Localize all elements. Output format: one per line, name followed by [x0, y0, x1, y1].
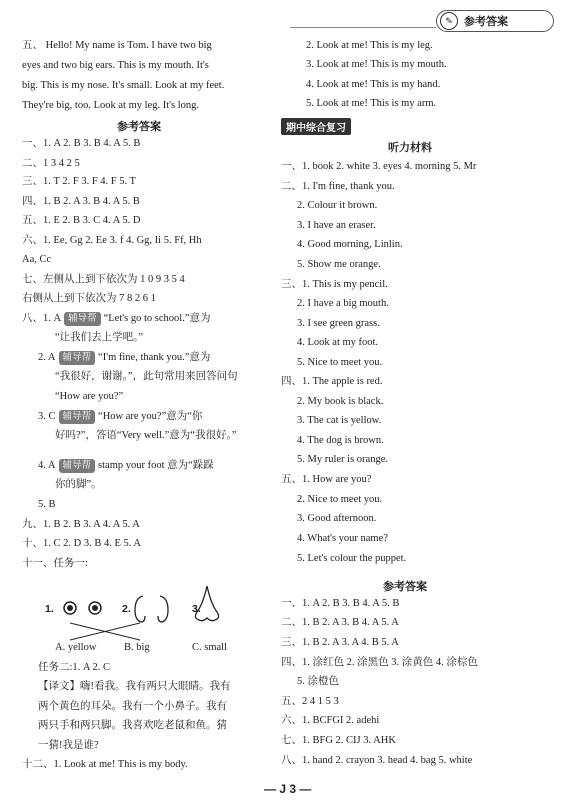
ba-text: “I'm fine, thank you.”意为: [98, 352, 211, 363]
answer-row: 四、1. 涂红色 2. 涂黑色 3. 涂黄色 4. 涂棕色: [281, 657, 478, 668]
match-option: B. big: [124, 642, 150, 653]
listening-line: 五、1. How are you?: [281, 474, 372, 485]
listening-line: 4. Good morning, Linlin.: [297, 239, 403, 250]
listening-line: 3. I see green grass.: [297, 318, 380, 329]
match-num: 3.: [192, 603, 201, 615]
listening-line: 5. My ruler is orange.: [297, 454, 388, 465]
header-rule: [290, 27, 436, 28]
translation-line: 一猜!我是谁?: [38, 740, 99, 751]
answer-row: 一、1. A 2. B 3. B 4. A 5. B: [281, 598, 400, 609]
listening-line: 2. Nice to meet you.: [297, 494, 383, 505]
ba-text: stamp your foot 意为“跺跺: [98, 460, 214, 471]
listening-line: 2. I have a big mouth.: [297, 298, 389, 309]
answer-row: 十一、任务一:: [22, 558, 88, 569]
sentence: 2. Look at me! This is my leg.: [306, 40, 433, 51]
listening-line: 二、1. I'm fine, thank you.: [281, 181, 395, 192]
ba-row: [38, 351, 210, 365]
ba-row: “让我们去上学吧。”: [55, 332, 144, 343]
listening-line: 5. Nice to meet you.: [297, 357, 383, 368]
ba-row: 好吗?”，答语“Very well.”意为“我很好。”: [55, 430, 237, 441]
translation-line: 两个黄色的耳朵。我有一个小鼻子。我有: [38, 701, 227, 712]
matching-diagram: [55, 578, 245, 648]
header-label: 参考答案: [464, 16, 508, 28]
listening-line: 5. Let's colour the puppet.: [297, 553, 407, 564]
answer-row: 八、1. hand 2. crayon 3. head 4. bag 5. white: [281, 755, 473, 766]
translation-line: 【译文】嗨!看我。我有两只大眼睛。我有: [38, 681, 231, 692]
listening-line: 3. Good afternoon.: [297, 513, 377, 524]
answers-title: 参考答案: [117, 121, 161, 133]
answer-row: 右侧从上到下依次为 7 8 2 6 1: [22, 293, 156, 304]
answer-row: 5. 涂橙色: [297, 676, 339, 687]
match-num: 2.: [122, 603, 131, 615]
passage-line: 五、 Hello! My name is Tom. I have two big: [22, 40, 212, 51]
listening-line: 2. Colour it brown.: [297, 200, 378, 211]
answer-row: 二、1 3 4 2 5: [22, 158, 80, 169]
page-number: — J 3 —: [264, 782, 312, 796]
listening-line: 三、1. This is my pencil.: [281, 279, 388, 290]
listening-line: 一、1. book 2. white 3. eyes 4. morning 5. Mr: [281, 161, 477, 172]
ba-text: “How are you?”意为“你: [98, 411, 203, 422]
answer-row: 九、1. B 2. B 3. A 4. A 5. A: [22, 519, 140, 530]
answer-row: 二、1. B 2. A 3. B 4. A 5. A: [281, 617, 399, 628]
tutor-tag: 辅导帮: [64, 312, 101, 326]
answer-row: 三、1. B 2. A 3. A 4. B 5. A: [281, 637, 399, 648]
ba-row: [38, 459, 214, 473]
tutor-tag: 辅导帮: [59, 459, 96, 473]
tutor-tag: 辅导帮: [59, 351, 96, 365]
answer-row: 十、1. C 2. D 3. B 4. E 5. A: [22, 538, 142, 549]
ba-row: “How are you?”: [55, 391, 124, 402]
listening-line: 3. I have an eraser.: [297, 220, 376, 231]
ears-icon: [135, 596, 168, 622]
match-option: C. small: [192, 642, 228, 653]
listening-title: 听力材料: [388, 142, 432, 154]
nose-icon: [195, 586, 218, 621]
section-label: 期中综合复习: [281, 118, 351, 135]
answer-row: 七、1. BFG 2. CIJ 3. AHK: [281, 735, 396, 746]
sentence: 5. Look at me! This is my arm.: [306, 98, 437, 109]
answer-row: 十二、1. Look at me! This is my body.: [22, 759, 188, 770]
listening-line: 四、1. The apple is red.: [281, 376, 383, 387]
ba-text: “Let's go to school.”意为: [103, 313, 211, 324]
ba-row: 你的脚”。: [55, 479, 102, 490]
passage-line: eyes and two big ears. This is my mouth. It's: [22, 60, 209, 71]
ba-row: 5. B: [38, 499, 56, 510]
answer-row: Aa, Cc: [22, 254, 52, 265]
listening-line: 2. My book is black.: [297, 396, 384, 407]
answer-row: 一、1. A 2. B 3. B 4. A 5. B: [22, 138, 141, 149]
book-icon: ✎: [440, 12, 458, 30]
sentence: 4. Look at me! This is my hand.: [306, 79, 441, 90]
answer-row: 五、1. E 2. B 3. C 4. A 5. D: [22, 215, 141, 226]
ba-num: 2. A: [38, 352, 56, 363]
listening-line: 4. What's your name?: [297, 533, 388, 544]
translation-line: 两只手和两只脚。我喜欢吃老鼠和鱼。猜: [38, 720, 227, 731]
listening-line: 4. Look at my foot.: [297, 337, 379, 348]
passage-line: They're big, too. Look at my leg. It's long.: [22, 100, 200, 111]
listening-line: 5. Show me orange.: [297, 259, 381, 270]
eyes-icon: [64, 602, 101, 614]
sentence: 3. Look at me! This is my mouth.: [306, 59, 447, 70]
ba-row: “我很好，谢谢。”，此句常用来回答问句: [55, 371, 238, 382]
ba-num: 3. C: [38, 411, 56, 422]
passage-line: big. This is my nose. It's small. Look at my feet.: [22, 80, 225, 91]
answer-row: 七、左侧从上到下依次为 1 0 9 3 5 4: [22, 274, 185, 285]
answer-row: 六、1. BCFGI 2. adehi: [281, 715, 380, 726]
answers-title: 参考答案: [383, 581, 427, 593]
answer-row: 任务二:1. A 2. C: [38, 662, 111, 673]
answer-row: 四、1. B 2. A 3. B 4. A 5. B: [22, 196, 140, 207]
ba-num: 4. A: [38, 460, 56, 471]
listening-line: 3. The cat is yellow.: [297, 415, 382, 426]
tutor-tag: 辅导帮: [59, 410, 96, 424]
header-badge: [436, 10, 554, 32]
answer-row: 五、2 4 1 5 3: [281, 696, 339, 707]
match-lines: [70, 623, 140, 640]
ba-row: [38, 410, 202, 424]
match-option: A. yellow: [55, 642, 97, 653]
answer-row: 三、1. T 2. F 3. F 4. F 5. T: [22, 176, 136, 187]
listening-line: 4. The dog is brown.: [297, 435, 384, 446]
answer-row: 六、1. Ee, Gg 2. Ee 3. f 4. Gg, Ii 5. Ff, Hh: [22, 235, 202, 246]
ba-num: 八、1. A: [22, 313, 62, 324]
match-num: 1.: [45, 603, 54, 615]
ba-row: [22, 312, 210, 326]
